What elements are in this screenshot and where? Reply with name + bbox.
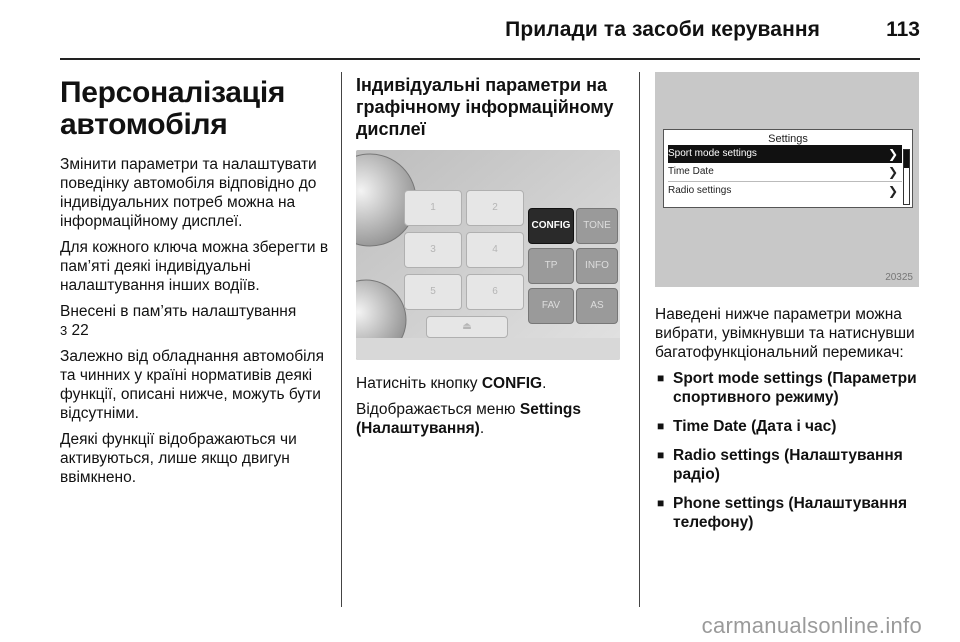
- instruction-text: Натисніть кнопку: [356, 375, 482, 392]
- preset-key-6[interactable]: 6: [466, 274, 524, 310]
- settings-menu-label: Settings (Налаштування): [356, 401, 582, 437]
- tone-key[interactable]: TONE: [576, 208, 618, 244]
- preset-key-1[interactable]: 1: [404, 190, 462, 226]
- menu-row-sport-mode[interactable]: [668, 145, 902, 163]
- list-item: [655, 446, 923, 484]
- column-personalization: [60, 72, 332, 494]
- settings-screen: [663, 129, 913, 208]
- section-heading: Персоналізація автомобіля: [60, 76, 286, 141]
- paragraph-options-intro: Наведені нижче параметри можна вибрати, увімкнувши та натиснувши багатофункціональний перемикач:: [655, 306, 915, 361]
- paragraph-keys: Для кожного ключа можна зберегти в пам’яті деякі індивідуальні налаштування інших водіїв.: [60, 239, 329, 294]
- list-item: [655, 494, 923, 532]
- list-item-text: Time Date (Дата і час): [673, 418, 837, 435]
- preset-key-5[interactable]: 5: [404, 274, 462, 310]
- page-number: 113: [886, 18, 920, 41]
- settings-options-list: [655, 369, 923, 532]
- menu-row-time-date[interactable]: [668, 163, 902, 182]
- preset-key-2[interactable]: 2: [466, 190, 524, 226]
- header-divider: [60, 58, 920, 60]
- memory-text: Внесені в пам’ять налаштування: [60, 303, 297, 320]
- fav-key[interactable]: FAV: [528, 288, 574, 324]
- instruction-press-config: [356, 374, 624, 393]
- menu-row-radio[interactable]: [668, 182, 902, 200]
- preset-key-4[interactable]: 4: [466, 232, 524, 268]
- header-title: Прилади та засоби керування: [505, 18, 820, 41]
- eject-key[interactable]: ⏏: [426, 316, 508, 338]
- list-item-text: Sport mode settings (Параметри спортивного режиму): [673, 370, 917, 406]
- list-item: [655, 369, 923, 407]
- list-item-text: Phone settings (Налаштування телефону): [673, 495, 908, 531]
- column-divider-right: [639, 72, 640, 607]
- menu-row-label: Sport mode settings: [668, 148, 757, 159]
- bullet-icon: ■: [657, 419, 665, 433]
- page-ref-link[interactable]: 22: [71, 322, 89, 339]
- scrollbar-thumb[interactable]: [904, 150, 909, 168]
- column-divider-left: [341, 72, 342, 607]
- instruction-menu-shown: [356, 400, 624, 438]
- preset-key-3[interactable]: 3: [404, 232, 462, 268]
- instruction-end: .: [542, 375, 547, 392]
- watermark: carmanualsonline.info: [701, 613, 922, 638]
- tp-key[interactable]: TP: [528, 248, 574, 284]
- column-settings-list: [655, 72, 923, 542]
- config-button-label: CONFIG: [481, 375, 543, 392]
- paragraph-memory: [60, 302, 332, 340]
- info-key[interactable]: INFO: [576, 248, 618, 284]
- config-key[interactable]: CONFIG: [528, 208, 574, 244]
- settings-screen-figure: [655, 72, 919, 287]
- subsection-heading: Індивідуальні параметри на графічному інформаційному дисплеї: [356, 75, 614, 139]
- screen-scrollbar[interactable]: [903, 149, 910, 205]
- menu-row-label: Radio settings: [668, 185, 732, 196]
- page-ref-arrow-icon: 3: [60, 323, 68, 338]
- chevron-right-icon: ❯: [887, 147, 898, 161]
- bullet-icon: ■: [657, 496, 665, 510]
- as-key[interactable]: AS: [576, 288, 618, 324]
- menu-row-label: Time Date: [668, 166, 714, 177]
- screen-title: Settings: [768, 133, 808, 145]
- list-item-text: Radio settings (Налаштування радіо): [673, 447, 903, 483]
- bullet-icon: ■: [657, 371, 665, 385]
- control-panel-photo: [356, 150, 620, 360]
- paragraph-equipment: Залежно від обладнання автомобіля та чинних у країні нормативів деякі функції, описані нижче, можуть бути відсутніми.: [60, 348, 324, 422]
- list-item: [655, 417, 923, 436]
- menu-text: Відображається меню: [356, 401, 520, 418]
- bullet-icon: ■: [657, 448, 665, 462]
- chevron-right-icon: ❯: [887, 165, 898, 179]
- paragraph-engine: Деякі функції відображаються чи активуються, лише якщо двигун ввімкнено.: [60, 431, 297, 486]
- chevron-right-icon: ❯: [887, 184, 898, 198]
- column-graphic-display: [356, 72, 624, 445]
- paragraph-intro: Змінити параметри та налаштувати поведінку автомобіля відповідно до індивідуальних потреб можна на інформаційному дисплеї.: [60, 156, 317, 230]
- figure-number: 20325: [885, 272, 913, 283]
- menu-end: .: [479, 420, 485, 437]
